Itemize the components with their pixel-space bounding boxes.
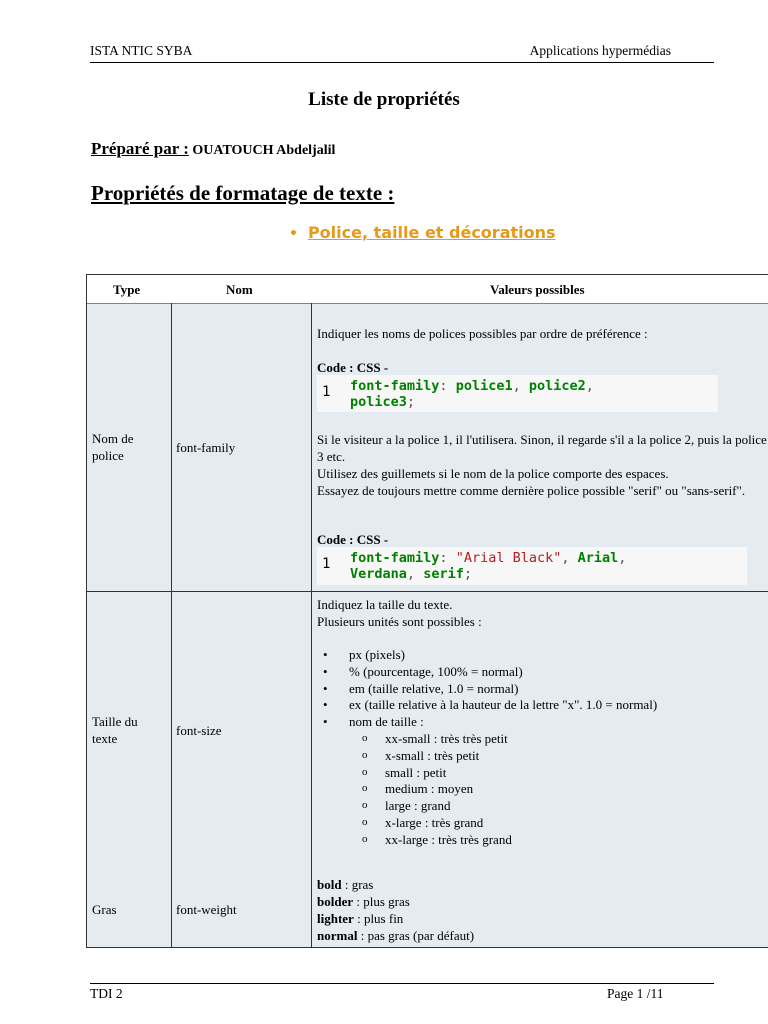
- row-description: [317, 431, 768, 499]
- footer-left-text: TDI 2: [90, 986, 123, 1001]
- value-keyword: bolder: [317, 894, 354, 909]
- code-token: ;: [406, 394, 416, 410]
- code-token: ,: [618, 550, 627, 566]
- code-block: [317, 547, 747, 585]
- header-right-text: Applications hypermédias: [529, 43, 671, 58]
- section-title: Propriétés de formatage de texte :: [91, 181, 395, 205]
- list-item: [317, 876, 767, 893]
- page-number: Page 1 /11: [607, 986, 664, 1001]
- row-type-taille: Taille du texte: [92, 714, 138, 746]
- paragraph: Si le visiteur a la police 1, il l'utilisera. Sinon, il regarde s'il a la police 2, puis la police 3 etc.: [317, 432, 767, 464]
- code-line-number: 1: [322, 384, 331, 400]
- list-item: • ex (taille relative à la hauteur de la lettre "x". 1.0 = normal): [317, 697, 768, 714]
- row-name-font-family: font-family: [176, 440, 236, 455]
- row-intro: Indiquer les noms de polices possibles par ordre de préférence :: [317, 326, 648, 341]
- value-description: : plus fin: [353, 911, 404, 926]
- value-keyword: lighter: [317, 911, 354, 926]
- code-token: Verdana: [350, 566, 407, 582]
- prepared-by-label: Préparé par :: [91, 139, 189, 158]
- row-type-police: Nom de police: [92, 431, 134, 463]
- row-name-font-size: font-size: [176, 723, 222, 738]
- list-item: • % (pourcentage, 100% = normal): [317, 664, 768, 681]
- code-token: font-family: [350, 550, 440, 566]
- list-item: o x-large : très grand: [317, 815, 768, 832]
- code-token: ,: [406, 566, 416, 582]
- code-label: Code : CSS -: [317, 532, 389, 547]
- code-token: ,: [512, 378, 521, 394]
- code-content: [350, 378, 594, 410]
- code-token: font-family: [350, 378, 440, 394]
- row-divider: [87, 591, 768, 592]
- paragraph: Utilisez des guillemets si le nom de la police comporte des espaces.: [317, 466, 669, 481]
- value-keyword: normal: [317, 928, 358, 943]
- column-divider: [311, 303, 312, 947]
- value-keyword: bold: [317, 877, 342, 892]
- row-description: [317, 876, 767, 944]
- code-label: Code : CSS -: [317, 360, 389, 375]
- list-item: [317, 893, 767, 910]
- document-title: Liste de propriétés: [308, 89, 460, 110]
- code-token: ,: [585, 378, 594, 394]
- value-description: : pas gras (par défaut): [357, 928, 475, 943]
- list-item: o medium : moyen: [317, 781, 768, 798]
- page-header: [90, 43, 714, 63]
- code-token: Arial: [577, 550, 619, 566]
- list-item: o large : grand: [317, 798, 768, 815]
- row-type-gras: Gras: [92, 902, 117, 917]
- code-token: serif: [423, 566, 464, 582]
- paragraph: Essayez de toujours mettre comme dernière police possible "serif" ou "sans-serif".: [317, 483, 746, 498]
- code-token: :: [439, 378, 448, 394]
- column-header-valeurs: Valeurs possibles: [490, 282, 585, 297]
- row-name-font-weight: font-weight: [176, 902, 237, 917]
- bullet-icon: •: [289, 226, 298, 242]
- table-header-row: [87, 275, 768, 304]
- footer-rule: [90, 983, 714, 984]
- code-token: "Arial Black": [455, 550, 562, 566]
- list-item: o xx-large : très très grand: [317, 832, 768, 849]
- paragraph: Plusieurs unités sont possibles :: [317, 614, 482, 629]
- column-divider: [171, 303, 172, 947]
- units-list: [317, 647, 768, 849]
- code-token: ,: [561, 550, 570, 566]
- list-item: • px (pixels): [317, 647, 768, 664]
- code-token: police1: [455, 378, 513, 394]
- list-item: [317, 927, 767, 944]
- code-token: :: [439, 550, 448, 566]
- author-name: OUATOUCH Abdeljalil: [192, 143, 336, 158]
- code-block: [317, 375, 718, 412]
- header-left-text: ISTA NTIC SYBA: [90, 43, 193, 58]
- prepared-by: [91, 139, 335, 159]
- properties-table: [86, 274, 768, 948]
- value-description: : gras: [341, 877, 374, 892]
- code-token: ;: [463, 566, 472, 582]
- paragraph: Indiquez la taille du texte.: [317, 597, 453, 612]
- row-description: [317, 596, 767, 630]
- list-item: • em (taille relative, 1.0 = normal): [317, 681, 768, 698]
- code-line-number: 1: [322, 556, 331, 572]
- code-content: [350, 550, 626, 582]
- column-header-nom: Nom: [226, 282, 253, 297]
- list-item: o xx-small : très très petit: [317, 731, 768, 748]
- list-item: o small : petit: [317, 765, 768, 782]
- value-description: : plus gras: [353, 894, 410, 909]
- code-token: police2: [528, 378, 586, 394]
- list-item: o x-small : très petit: [317, 748, 768, 765]
- subsection-title: Police, taille et décorations: [307, 223, 556, 242]
- subsection-heading: [289, 223, 556, 242]
- code-token: police3: [350, 394, 407, 410]
- list-item: [317, 910, 767, 927]
- list-item: • nom de taille :: [317, 714, 768, 731]
- column-header-type: Type: [113, 282, 141, 297]
